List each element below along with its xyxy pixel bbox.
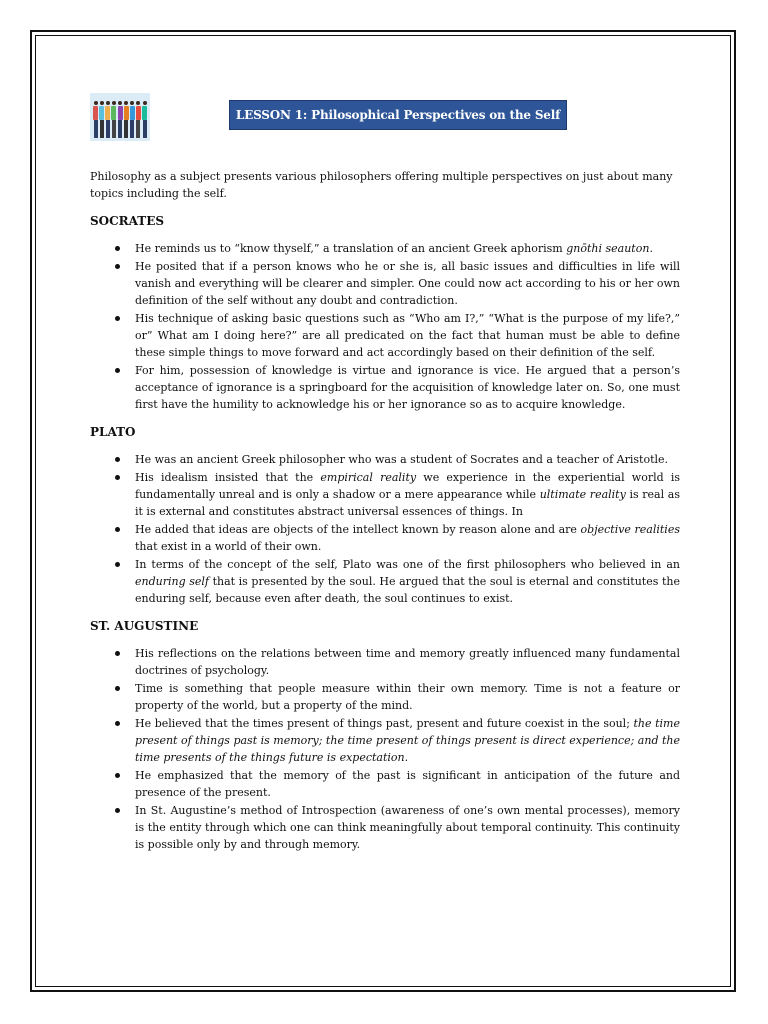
bullet-text: . — [649, 242, 653, 255]
bullet-text: In terms of the concept of the self, Plato was one of the first philosophers who believed in an — [135, 558, 680, 571]
bullet-item — [90, 645, 680, 679]
bullet-item — [90, 451, 680, 468]
bullet-text: He posited that if a person knows who he or she is, all basic issues and difficulties in life will vanish and everything will be clearer and simpler. One could now act according to his or her own definition of the self without any doubt and contradiction. — [135, 260, 680, 307]
bullet-dot-icon — [115, 475, 120, 480]
bullet-item — [90, 469, 680, 520]
bullet-dot-icon — [115, 808, 120, 813]
bullet-list — [90, 645, 680, 853]
bullet-text: . — [404, 751, 409, 764]
intro-paragraph: Philosophy as a subject presents various philosophers offering multiple perspectives on just about many topics including the self. — [90, 170, 673, 200]
people-group-icon — [90, 93, 150, 141]
bullet-dot-icon — [115, 562, 120, 567]
bullet-dot-icon — [115, 264, 120, 269]
bullet-dot-icon — [115, 246, 120, 251]
bullet-text: He believed that the times present of things past, present and future coexist in the soul; — [135, 717, 634, 730]
bullet-text: In St. Augustine’s method of Introspection (awareness of one’s own mental processes), memory is the entity through which one can think meaningfully about temporal continuity. This continuity is possible only by and through memory. — [135, 804, 680, 851]
bullet-text: Time is something that people measure within their own memory. Time is not a feature or property of the world, but a property of the mind. — [135, 682, 680, 712]
bullet-text: that is presented by the soul. He argued that the soul is eternal and constitutes the enduring self, because even after death, the soul continues to exist. — [135, 575, 680, 605]
bullet-item — [90, 521, 680, 555]
italic-term: the time present of things past is memory; the time present of things present is direct experience; and the time presents of the things future is expectation — [135, 717, 681, 764]
italic-term: ultimate reality — [539, 488, 626, 501]
bullet-text: He was an ancient Greek philosopher who was a student of Socrates and a teacher of Aristotle. — [135, 453, 669, 466]
bullet-item — [90, 362, 680, 413]
bullet-item — [90, 310, 680, 361]
italic-term: enduring self — [135, 575, 209, 588]
bullet-list — [90, 240, 680, 413]
bullet-item — [90, 556, 680, 607]
bullet-item — [90, 680, 680, 714]
section-heading-st-augustine: ST. AUGUSTINE — [90, 619, 199, 633]
bullet-dot-icon — [115, 368, 120, 373]
bullet-text: His technique of asking basic questions such as “Who am I?,” “What is the purpose of my life?,” or” What am I doing here?” are all predicated on the fact that human must be able to define these simple things to move forward and act accordingly based on their definition of the self. — [135, 312, 680, 359]
italic-term: gnōthi seauton — [566, 242, 650, 255]
bullet-dot-icon — [115, 773, 120, 778]
bullet-text: that exist in a world of their own. — [135, 540, 322, 553]
bullet-text: He emphasized that the memory of the past is significant in anticipation of the future and presence of the present. — [135, 769, 680, 799]
bullet-item — [90, 767, 680, 801]
bullet-text: is real as it is external and constitutes abstract universal essences of things. In — [135, 488, 680, 518]
sections-container — [90, 213, 680, 853]
bullet-dot-icon — [115, 527, 120, 532]
bullet-text: we experience in the experiential world is fundamentally unreal and is only a shadow or a mere appearance while — [135, 471, 681, 501]
bullet-text: He added that ideas are objects of the intellect known by reason alone and are — [135, 523, 581, 536]
bullet-dot-icon — [115, 721, 120, 726]
bullet-list — [90, 451, 680, 607]
section-heading-socrates: SOCRATES — [90, 214, 165, 228]
bullet-text: For him, possession of knowledge is virtue and ignorance is vice. He argued that a person’s acceptance of ignorance is a springboard for the acquisition of knowledge later on. So, one must first have the humility to acknowledge his or her ignorance so as to acquire knowledge. — [135, 364, 680, 411]
lesson-title: LESSON 1: Philosophical Perspectives on the Self — [229, 100, 567, 130]
bullet-text: His idealism insisted that the — [135, 471, 321, 484]
bullet-item — [90, 802, 680, 853]
bullet-item — [90, 715, 680, 766]
bullet-item — [90, 240, 680, 257]
bullet-text: He reminds us to “know thyself,” a translation of an ancient Greek aphorism — [135, 242, 567, 255]
bullet-dot-icon — [115, 651, 120, 656]
bullet-text: His reflections on the relations between time and memory greatly influenced many fundamental doctrines of psychology. — [135, 647, 680, 677]
bullet-dot-icon — [115, 686, 120, 691]
section-heading-plato: PLATO — [90, 425, 136, 439]
bullet-item — [90, 258, 680, 309]
document-body — [90, 168, 680, 864]
bullet-dot-icon — [115, 457, 120, 462]
bullet-dot-icon — [115, 316, 120, 321]
italic-term: objective realities — [580, 523, 680, 536]
italic-term: empirical reality — [320, 471, 417, 484]
